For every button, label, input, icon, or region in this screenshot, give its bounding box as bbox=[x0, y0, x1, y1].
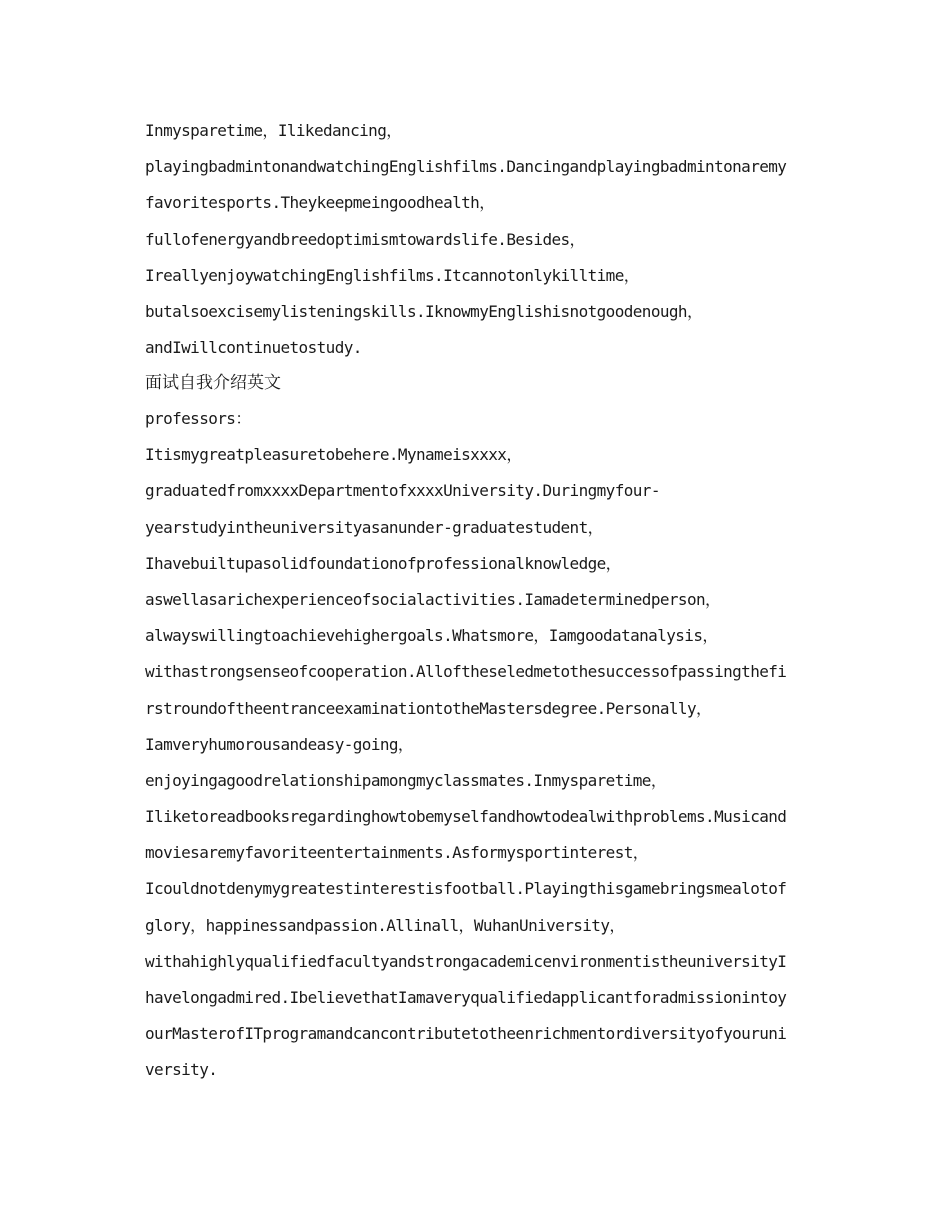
text-line: alwayswillingtoachievehighergoals.Whatsmore，Iamgoodatanalysis， bbox=[145, 626, 718, 646]
text-line: fullofenergyandbreedoptimismtowardslife.Besides， bbox=[145, 229, 585, 249]
text-line: andIwillcontinuetostudy. bbox=[145, 338, 362, 358]
paragraph-interview-intro bbox=[145, 401, 810, 1089]
text-line: Inmysparetime，Ilikedancing， bbox=[145, 121, 402, 140]
section-heading: 面试自我介绍英文 bbox=[145, 373, 281, 393]
text-line: glory，happinessandpassion.Allinall，WuhanUniversity， bbox=[145, 915, 625, 935]
text-line: graduatedfromxxxxDepartmentofxxxxUniversity.Duringmyfour- bbox=[145, 481, 660, 501]
text-line: Iliketoreadbooksregardinghowtobemyselfandhowtodealwithproblems.Musicand bbox=[145, 807, 787, 827]
text-line: professors： bbox=[145, 409, 251, 428]
text-line: IreallyenjoywatchingEnglishfilms.Itcannotonlykilltime， bbox=[145, 265, 640, 285]
text-line: moviesaremyfavoriteentertainments.Asformysportinterest， bbox=[145, 843, 649, 863]
text-line: aswellasarichexperienceofsocialactivities.Iamadeterminedperson， bbox=[145, 589, 721, 609]
text-line: enjoyingagoodrelationshipamongmyclassmates.Inmysparetime， bbox=[145, 770, 667, 790]
text-line: havelongadmired.IbelievethatIamaveryqualifiedapplicantforadmissionintoy bbox=[145, 988, 787, 1007]
text-line: rstroundoftheentranceexaminationtotheMastersdegree.Personally， bbox=[145, 698, 712, 718]
text-line: playingbadmintonandwatchingEnglishfilms.Dancingandplayingbadmintonaremy bbox=[145, 157, 787, 177]
paragraph-hobbies bbox=[145, 113, 810, 366]
text-line: Iamveryhumorousandeasy-going， bbox=[145, 734, 414, 754]
text-line: withastrongsenseofcooperation.Alloftheseledmetothesuccessofpassingthefi bbox=[145, 662, 787, 682]
text-line: Itismygreatpleasuretobehere.Mynameisxxxx， bbox=[145, 445, 522, 465]
text-line: Ihavebuiltupasolidfoundationofprofessionalknowledge， bbox=[145, 553, 622, 573]
text-line: ourMasterofITprogramandcancontributetotheenrichmentordiversityofyouruni bbox=[145, 1024, 787, 1044]
text-line: yearstudyintheuniversityasanunder-graduatestudent， bbox=[145, 517, 604, 537]
text-line: favoritesports.Theykeepmeingoodhealth， bbox=[145, 193, 495, 213]
text-line: withahighlyqualifiedfacultyandstrongacademicenvironmentistheuniversityI bbox=[145, 951, 787, 971]
text-line: Icouldnotdenymygreatestinterestisfootball.Playingthisgamebringsmealotof bbox=[145, 879, 787, 899]
text-line: versity. bbox=[145, 1060, 218, 1080]
text-line: butalsoexcisemylisteningskills.IknowmyEnglishisnotgoodenough， bbox=[145, 301, 703, 321]
